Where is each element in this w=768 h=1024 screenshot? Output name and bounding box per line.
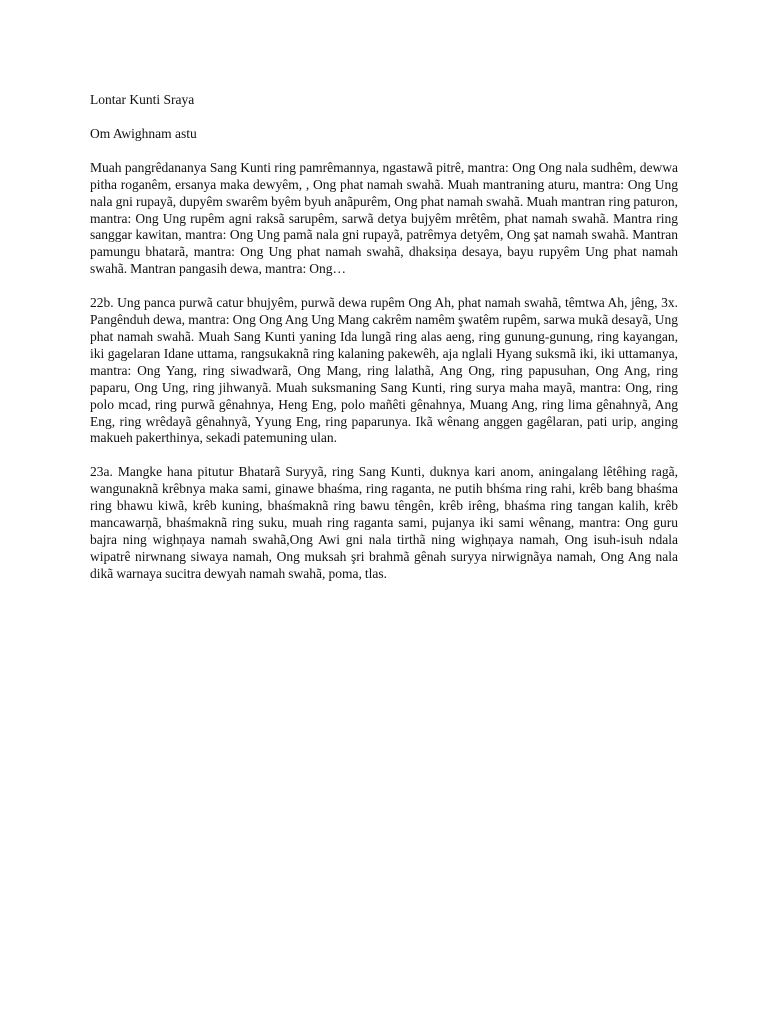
paragraph-3: 23a. Mangke hana pitutur Bhatarã Suryyã, ring Sang Kunti, duknya kari anom, aningalang lêtêhing ragã, wangunaknã krêbnya maka sami, ginawe bhaśma, ring raganta, ne putih bhśma ring rahi, krêb bang bhaśma ring bhawu kiwã, krêb kuning, bhaśmaknã ring bawu têngên, krêb irêng, bhaśma ring tangan kalih, krêb mancawarņã, bhaśmaknã ring suku, muah ring raganta sami, pujanya iki sami wênang, mantra: Ong guru bajra ning wighņaya namah swahã,Ong Awi gni nala tirthã ning wighņaya namah, Ong isuh-isuh ndala wipatrê nirwnang siwaya namah, Ong muksah şri brahmã gênah suryya nirwignãya namah, Ong Ang nala dikã warnaya sucitra dewyah namah swahã, poma, tlas. — [90, 464, 678, 581]
document-invocation: Om Awighnam astu — [90, 125, 197, 141]
document-page — [90, 92, 678, 600]
paragraph-2: 22b. Ung panca purwã catur bhujyêm, purwã dewa rupêm Ong Ah, phat namah swahã, têmtwa Ah, jêng, 3x. Pangênduh dewa, mantra: Ong Ong Ang Ung Mang cakrêm namêm şwatêm rupêm, sarwa mukã desayã, Ung phat namah swahã. Muah Sang Kunti yaning Ida lungã ring alas aeng, ring gunung-gunung, ring kayangan, iki gagelaran Idane uttama, rangsukaknã ring kalaning pakewêh, aja nglali Hyang suksmã iki, iki uttamanya, mantra: Ong Yang, ring siwadwarã, Ong Mang, ring lalathã, Ang Ong, ring papusuhan, Ong Ang, ring paparu, Ong Ung, ring jihwanyã. Muah suksmaning Sang Kunti, ring surya maha mayã, mantra: Ong, ring polo mcad, ring purwã gênahnya, Heng Eng, polo mañêti gênahnya, Muang Ang, ring lima gênahnyã, Ang Eng, ring wrêdayã gênahnyã, Yyung Eng, ring paparunya. Ikã wênang anggen gagêlaran, pati urip, anging makueh pakerthinya, sekadi patemuning ulan. — [90, 295, 678, 446]
paragraph-1: Muah pangrêdananya Sang Kunti ring pamrêmannya, ngastawã pitrê, mantra: Ong Ong nala sudhêm, dewwa pitha roganêm, ersanya maka dewyêm, , Ong phat namah swahã. Muah mantraning aturu, mantra: Ong Ung nala gni rupayã, dupyêm swarêm byêm byuh anãpurêm, Ong phat namah swahã. Muah mantran ring paturon, mantra: Ong Ung rupêm agni raksã sarupêm, sarwã detya bujyêm mrêtêm, phat namah swahã. Mantra ring sanggar kawitan, mantra: Ong Ung pamã nala gni rupayã, patrêmya detyêm, Ong şat namah swahã. Mantran pamungu bhatarã, mantra: Ong Ung phat namah swahã, dhaksiņa desaya, bayu rupyêm Ung phat namah swahã. Mantran pangasih dewa, mantra: Ong… — [90, 159, 678, 277]
document-title: Lontar Kunti Sraya — [90, 92, 195, 107]
